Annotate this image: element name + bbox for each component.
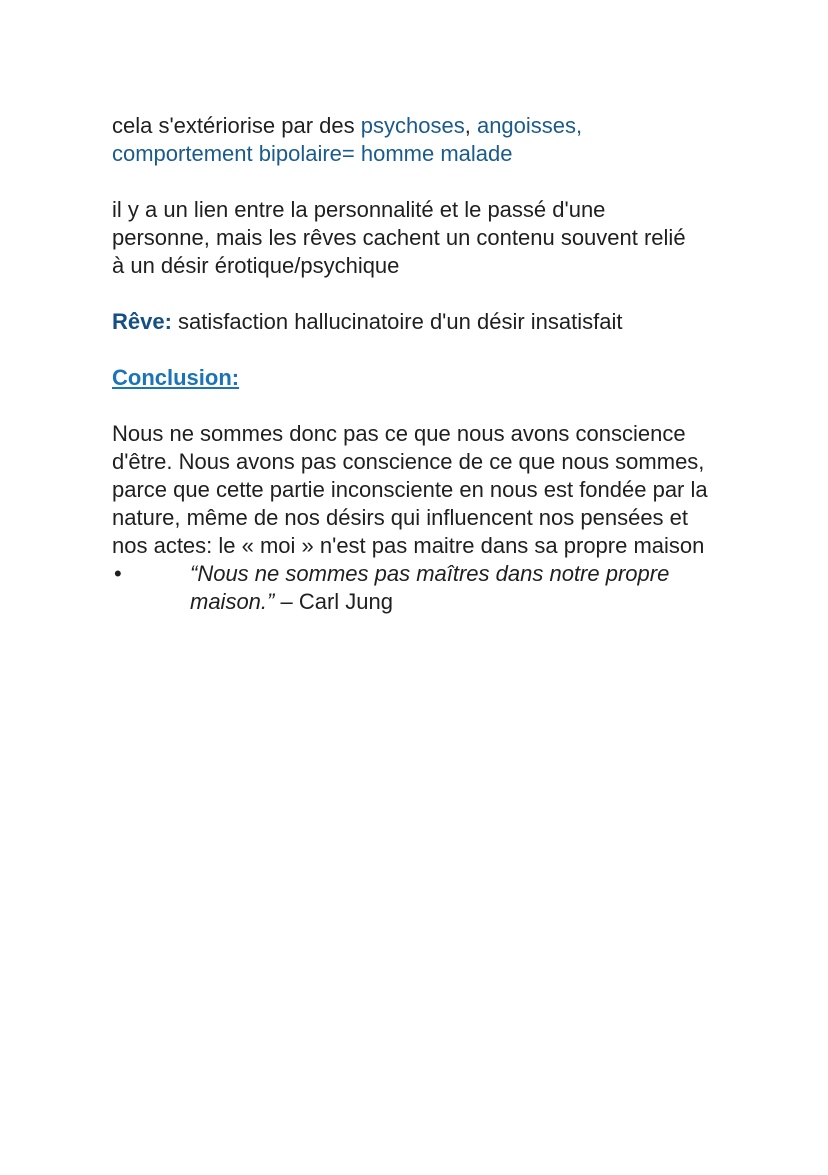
conclusion-title: Conclusion: [112,365,240,390]
spacer [112,392,752,420]
term-angoisses: angoisses, [476,113,583,138]
quote-list-item [112,560,752,616]
quote-attribution: – Carl Jung [274,589,393,614]
paragraph-personnalite: il y a un lien entre la personnalité et le passé d'une personne, mais les rêves cachent un contenu souvent relié à un désir érotique/psychique [112,197,686,278]
spacer [112,336,752,364]
term-comportement-bipolaire: comportement bipolaire= homme malade [112,141,513,166]
paragraph-psychoses [112,112,752,168]
spacer [112,168,752,196]
paragraph-reve-definition [112,308,752,336]
conclusion-heading [112,364,752,392]
document-page [112,112,752,616]
comma: , [464,113,477,138]
paragraph-text: cela s'extériorise par des [112,113,361,138]
quote-text: “Nous ne sommes pas maîtres dans notre propre maison.” [190,561,670,614]
term-psychoses: psychoses [360,113,465,138]
bullet-icon: • [114,561,122,586]
definition-text: satisfaction hallucinatoire d'un désir insatisfait [171,309,623,334]
quote [190,560,710,616]
paragraph-conclusion: Nous ne sommes donc pas ce que nous avons conscience d'être. Nous avons pas conscience de ce que nous sommes, parce que cette partie inconsciente en nous est fondée par la nature, même de nos désirs qui influencent nos pensées et nos actes: le « moi » n'est pas maitre dans sa propre maison [112,421,708,558]
term-reve: Rêve: [112,309,172,334]
spacer [112,280,752,308]
